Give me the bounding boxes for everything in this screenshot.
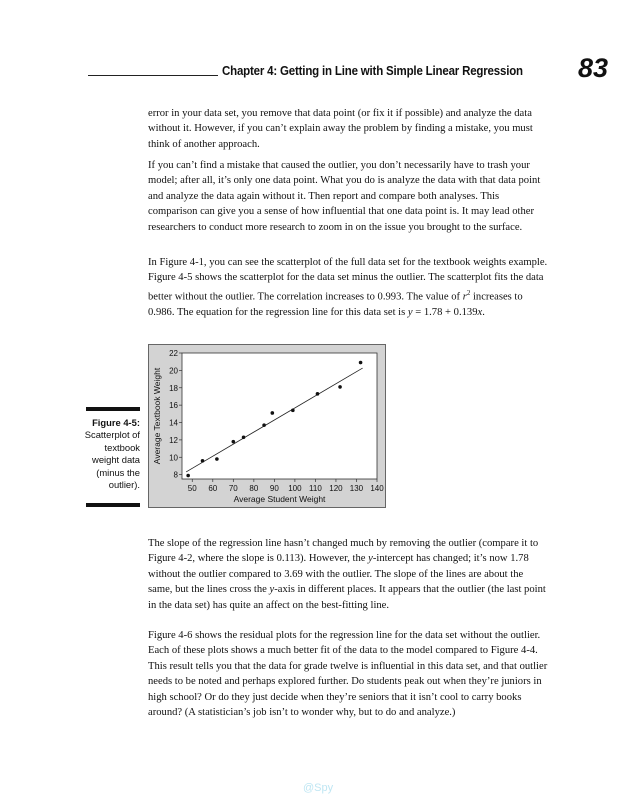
x-tick-label: 140 [370, 484, 384, 493]
x-tick-label: 90 [269, 484, 279, 493]
y-tick-label: 18 [169, 383, 178, 393]
data-point [316, 392, 320, 396]
header-rule [88, 75, 218, 76]
page-number: 83 [578, 53, 609, 83]
data-point [232, 440, 236, 444]
x-tick-label: 60 [208, 484, 218, 493]
y-tick-label: 14 [169, 418, 178, 428]
y-tick-label: 16 [169, 401, 178, 411]
paragraph-1: error in your data set, you remove that data point (or fix it if possible) and analyze the data without it. However, if you can’t explain away the problem by finding a mistake, you must think of another approach. [148, 108, 533, 150]
figure-bar-bottom [86, 503, 140, 507]
paragraph-2: If you can’t find a mistake that caused the outlier, you don’t necessarily have to trash your model; after all, it’s only one data point. What you do is analyze the data with that data point and analyze the data again without it. Then report and compare both analyses. This comparison can give you a sense of how influential that one data point is. It may lead other researchers to conduct more research to zoom in on the issue you brought to the surface. [148, 160, 541, 233]
y-tick-label: 12 [169, 435, 178, 445]
x-axis-label: Average Student Weight [233, 494, 326, 504]
x-tick-label: 50 [187, 484, 197, 493]
plot-area [182, 353, 377, 479]
x-tick-label: 100 [288, 484, 302, 493]
y-tick-label: 22 [169, 349, 178, 358]
x-tick-label: 70 [228, 484, 238, 493]
paragraph-5: Figure 4-6 shows the residual plots for the regression line for the data set without the outlier. Each of these plots shows a much better fit of the data to the model compared to Figure 4-4. This result tells you that the data for grade twelve is influential in this data set, and that outlier needs to be noted and perhaps explored further. Do students peak out when they’re juniors in high school? Or do they just decide when they’re seniors that it isn’t cool to carry books around? (A statistician’s job isn’t to wonder why, but to do and analyze.) [148, 630, 548, 719]
scatterplot-svg [149, 345, 385, 507]
data-point [338, 385, 342, 389]
x-tick-label: 120 [329, 484, 343, 493]
paragraph-3: In Figure 4-1, you can see the scatterplot of the full data set for the textbook weights example. Figure 4-5 shows the scatterplot for the data set minus the outlier. The scatterplot fits the data better without the outlier. The correlation increases to 0.993. The value of $r^2$ increases to 0.986. The equation for the regression line for this data set is y = 1.78 + 0.139x. [148, 257, 548, 318]
figure-bar-top [86, 407, 140, 411]
figure-caption-text: Scatterplot of textbook weight data (minus the outlier). [84, 429, 140, 491]
data-point [186, 474, 190, 478]
scatterplot-figure [148, 344, 386, 508]
data-point [262, 423, 266, 427]
y-tick-label: 8 [173, 470, 178, 480]
paragraph-4: The slope of the regression line hasn’t changed much by removing the outlier (compare it to Figure 4-2, where the slope is 0.113). However, the y-intercept has changed; it’s now 1.78 without the outlier compared to 3.69 with the outlier. The slope of the lines are about the same, but the lines cross the y-axis in different places. It appears that the outlier (the last point in the data set) has quite an affect on the best-fitting line. [148, 538, 546, 611]
y-axis-label: Average Textbook Weight [152, 367, 162, 465]
x-tick-label: 80 [249, 484, 259, 493]
figure-caption [82, 417, 140, 491]
watermark: @Spy [303, 782, 334, 794]
data-point [271, 411, 275, 415]
data-point [242, 435, 246, 439]
data-point [291, 409, 295, 413]
y-tick-label: 10 [169, 453, 178, 463]
data-point [359, 361, 363, 365]
figure-label: Figure 4-5: [92, 417, 140, 428]
y-tick-label: 20 [169, 366, 178, 376]
chapter-title: Chapter 4: Getting in Line with Simple Linear Regression [222, 64, 523, 78]
data-point [201, 459, 205, 463]
data-point [215, 457, 219, 461]
x-tick-label: 110 [309, 484, 322, 493]
x-tick-label: 130 [349, 484, 364, 493]
